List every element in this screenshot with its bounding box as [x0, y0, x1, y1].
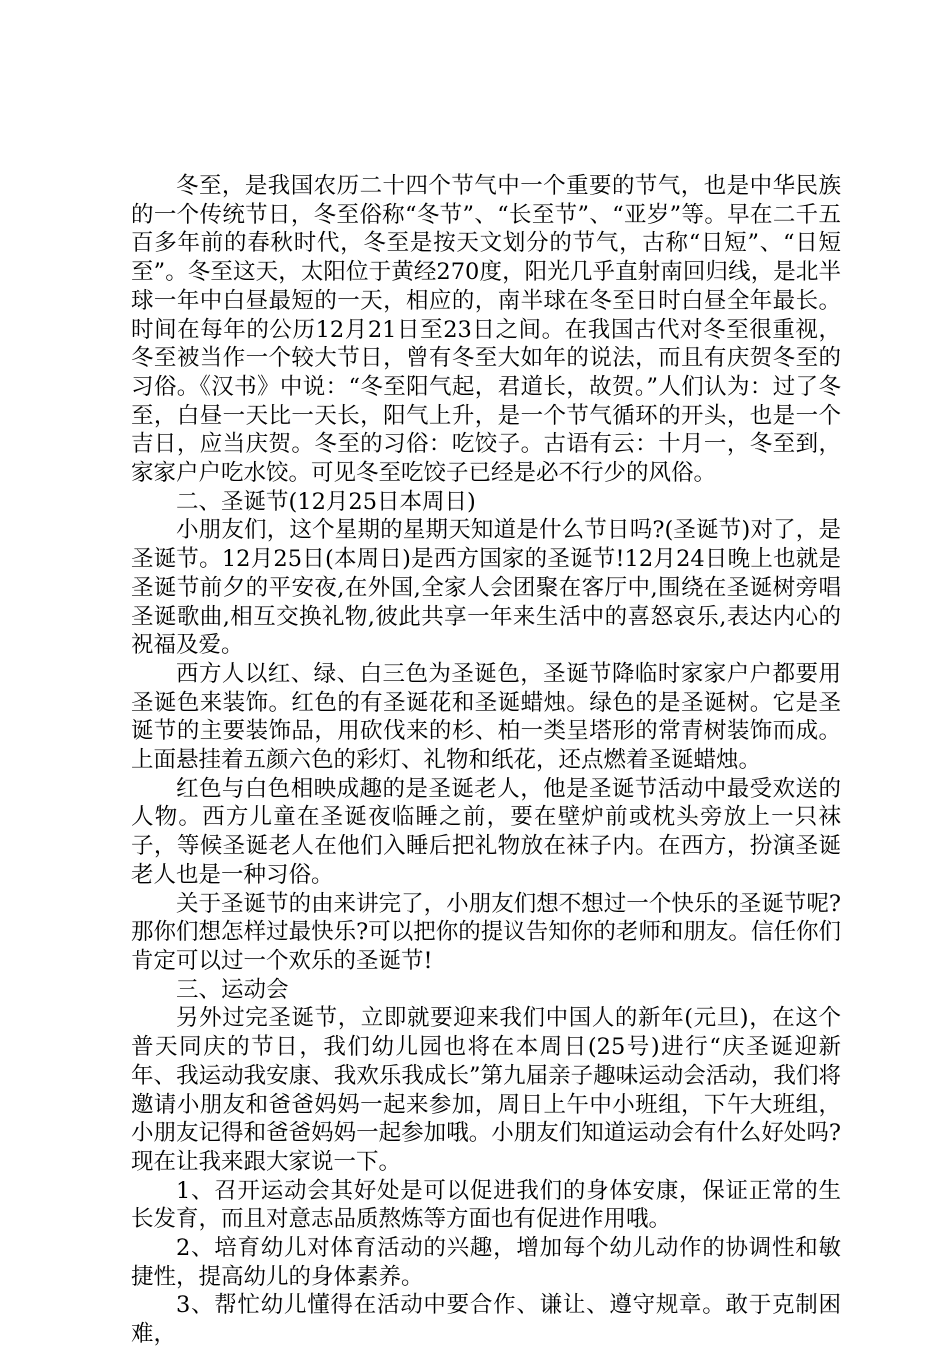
paragraph-christmas-intro: 小朋友们，这个星期的星期天知道是什么节日吗?(圣诞节)对了，是圣诞节。12月25日(本周日)是西方国家的圣诞节!12月24日晚上也就是圣诞节前夕的平安夜,在外国,全家人会团聚在客厅中,围绕在圣诞树旁唱圣诞歌曲,相互交换礼物,彼此共享一年来生活中的喜怒哀乐,表达内心的祝福及爱。	[131, 517, 841, 659]
list-item-benefit-1: 1、召开运动会其好处是可以促进我们的身体安康，保证正常的生长发育，而且对意志品质熬炼等方面也有促进作用哦。	[131, 1177, 841, 1233]
heading-christmas: 二、圣诞节(12月25日本周日)	[176, 488, 476, 515]
paragraph-christmas-closing: 关于圣诞节的由来讲完了，小朋友们想不想过一个快乐的圣诞节呢?那你们想怎样过最快乐?可以把你的提议告知你的老师和朋友。信任你们肯定可以过一个欢乐的圣诞节!	[131, 890, 841, 974]
paragraph-winter-solstice: 冬至，是我国农历二十四个节气中一个重要的节气，也是中华民族的一个传统节日，冬至俗称“冬节”、“长至节”、“亚岁”等。早在二千五百多年前的春秋时代，冬至是按天文划分的节气，古称“日短”、“日短至”。冬至这天，太阳位于黄经270度，阳光几乎直射南回归线，是北半球一年中白昼最短的一天，相应的，南半球在冬至日时白昼全年最长。时间在每年的公历12月21日至23日之间。在我国古代对冬至很重视，冬至被当作一个较大节日，曾有冬至大如年的说法，而且有庆贺冬至的习俗。《汉书》中说：“冬至阳气起，君道长，故贺。”人们认为：过了冬至，白昼一天比一天长，阳气上升，是一个节气循环的开头，也是一个吉日，应当庆贺。冬至的习俗：吃饺子。古语有云：十月一，冬至到，家家户户吃水饺。可见冬至吃饺子已经是必不行少的风俗。	[131, 173, 841, 487]
paragraph-sports-meet-intro: 另外过完圣诞节，立即就要迎来我们中国人的新年(元旦)，在这个普天同庆的节日，我们幼儿园也将在本周日(25号)进行“庆圣诞迎新年、我运动我安康、我欢乐我成长”第九届亲子趣味运动会活动，我们将邀请小朋友和爸爸妈妈一起来参加，周日上午中小班组，下午大班组，小朋友记得和爸爸妈妈一起参加哦。小朋友们知道运动会有什么好处吗?现在让我来跟大家说一下。	[131, 1005, 841, 1175]
list-item-benefit-3: 3、帮忙幼儿懂得在活动中要合作、谦让、遵守规章。敢于克制困难，	[131, 1292, 841, 1348]
heading-sports-meet: 三、运动会	[176, 976, 289, 1003]
list-item-benefit-2: 2、培育幼儿对体育活动的兴趣，增加每个幼儿动作的协调性和敏捷性，提高幼儿的身体素养。	[131, 1235, 841, 1290]
paragraph-christmas-colors: 西方人以红、绿、白三色为圣诞色，圣诞节降临时家家户户都要用圣诞色来装饰。红色的有圣诞花和圣诞蜡烛。绿色的是圣诞树。它是圣诞节的主要装饰品，用砍伐来的杉、柏一类呈塔形的常青树装饰而成。上面悬挂着五颜六色的彩灯、礼物和纸花，还点燃着圣诞蜡烛。	[131, 660, 841, 774]
paragraph-santa-claus: 红色与白色相映成趣的是圣诞老人，他是圣诞节活动中最受欢送的人物。西方儿童在圣诞夜临睡之前，要在壁炉前或枕头旁放上一只袜子，等候圣诞老人在他们入睡后把礼物放在袜子内。在西方，扮演圣诞老人也是一种习俗。	[131, 775, 841, 888]
document-body	[131, 172, 841, 1349]
